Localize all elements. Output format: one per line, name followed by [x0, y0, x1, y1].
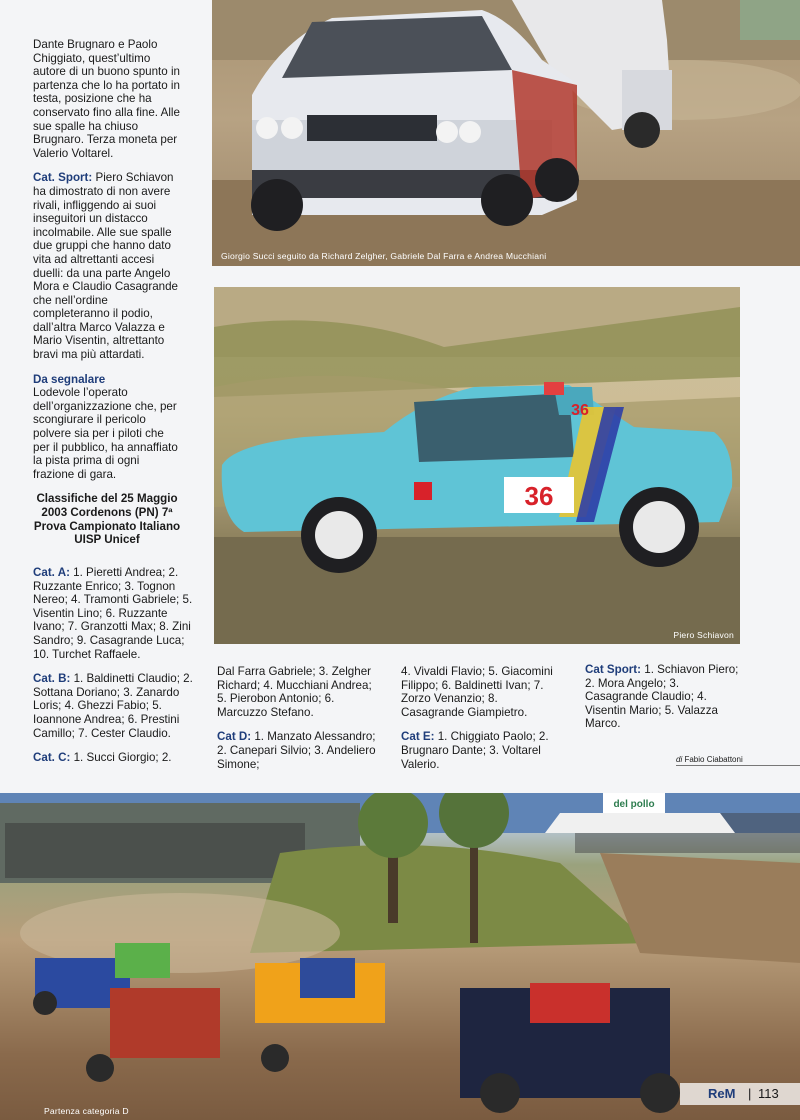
sport-body: Piero Schiavon ha dimostrato di non avere rivali, infliggendo ai suoi inseguitori un distacco incolmabile. Alle sue spalle due gruppi che hanno dato vita ad altrettanti accesi duelli: da una parte Angelo Mora e Claudio Casagrande che nell’ordine completeranno il podio, dall’altra Marco Valazza e Mario Visentin, altrettanto bravi ma più attardati.	[33, 171, 179, 362]
result-cat-c	[33, 751, 198, 765]
photo3-caption: Partenza categoria D	[44, 1106, 129, 1116]
cat-c-continued: Dal Farra Gabriele; 3. Zelgher Richard; 4. Mucchiani Andrea; 5. Pierobon Antonio; 6. Marcuzzo Stefano.	[217, 665, 372, 719]
sponsor-banner: del pollo	[613, 799, 655, 810]
page-folio	[680, 1083, 800, 1105]
sport-heading: Cat. Sport:	[33, 171, 93, 185]
sport-paragraph	[33, 171, 181, 361]
page-number: 113	[758, 1086, 779, 1101]
result-cat-d	[217, 730, 377, 771]
car-number-roof: 36	[571, 402, 589, 419]
result-cat-b	[33, 672, 198, 740]
cat-c-heading: Cat. C:	[33, 751, 71, 765]
folio-separator: |	[748, 1086, 752, 1101]
byline	[676, 755, 800, 766]
photo-fiat-illustration	[214, 287, 740, 644]
photo2-caption: Piero Schiavon	[673, 630, 734, 640]
photo-lancia-delta	[212, 0, 800, 266]
cat-e-text: 1. Chiggiato Paolo; 2. Brugnaro Dante; 3. Voltarel Valerio.	[401, 730, 549, 771]
byline-prefix: di	[676, 755, 683, 764]
magazine-mark: ReM	[708, 1086, 736, 1101]
cat-d-heading: Cat D:	[217, 730, 252, 744]
classifiche-title: Classifiche del 25 Maggio 2003 Cordenons (PN) 7ª Prova Campionato Italiano UISP Unicef	[33, 492, 181, 547]
segnalare-heading: Da segnalare	[33, 372, 106, 386]
cat-e-heading: Cat E:	[401, 730, 435, 744]
result-cat-e	[401, 730, 561, 771]
photo1-caption: Giorgio Succi seguito da Richard Zelgher, Gabriele Dal Farra e Andrea Mucchiani	[221, 251, 547, 261]
photo-start-illustration	[0, 793, 800, 1120]
cat-a-heading: Cat. A:	[33, 566, 70, 579]
cat-d-continued: 4. Vivaldi Flavio; 5. Giacomini Filippo; 6. Baldinetti Ivan; 7. Zorzo Venanzio; 8. Casagrande Giampietro.	[401, 665, 553, 719]
car-number: 36	[524, 481, 554, 511]
cat-sport-heading: Cat Sport:	[585, 663, 642, 676]
byline-author: Fabio Ciabattoni	[684, 755, 743, 764]
segnalare-body: Lodevole l’operato dell’organizzazione che, per scongiurare il pericolo polvere sia per i piloti che per il pubblico, ha annaffiato la pista prima di ogni frazione di gara.	[33, 386, 178, 481]
segnalare-paragraph	[33, 373, 181, 482]
cat-a-text: 1. Pieretti Andrea; 2. Ruzzante Enrico; 3. Tognon Nereo; 4. Tramonti Gabriele; 5. Visentin Lino; 6. Ruzzante Ivano; 7. Granzotti Max; 8. Zini Sandro; 9. Casagrande Luca; 10. Turchet Raffaele.	[33, 566, 193, 661]
photo-fiat-x19	[214, 287, 740, 644]
photo-start-category-d	[0, 793, 800, 1120]
photo-lancia-illustration	[212, 0, 800, 266]
cat-d-text: 1. Manzato Alessandro; 2. Canepari Silvio; 3. Andeliero Simone;	[217, 730, 376, 771]
result-cat-sport	[585, 663, 745, 731]
cat-b-heading: Cat. B:	[33, 672, 71, 686]
intro-paragraph: Dante Brugnaro e Paolo Chiggiato, quest’ultimo autore di un buono spunto in partenza che lo ha portato in testa, posizione che ha conservato fino alla fine. Alle sue spalle ha chiuso Brugnaro. Terza moneta per Valerio Voltarel.	[33, 38, 180, 160]
results-column-4	[585, 663, 745, 742]
results-column-3	[401, 665, 561, 782]
results-column-1	[33, 566, 198, 776]
cat-b-text: 1. Baldinetti Claudio; 2. Sottana Doriano; 3. Zanardo Loris; 4. Ghezzi Fabio; 5. Ioannone Andrea; 6. Prestini Camillo; 7. Cester Claudio.	[33, 672, 193, 740]
cat-c-text: 1. Succi Giorgio; 2.	[70, 751, 172, 765]
cat-sport-text: 1. Schiavon Piero; 2. Mora Angelo; 3. Casagrande Claudio; 4. Visentin Mario; 5. Valazza Marco.	[585, 663, 739, 731]
results-column-2	[217, 665, 377, 782]
result-cat-a	[33, 566, 198, 661]
intro-column	[33, 38, 181, 558]
